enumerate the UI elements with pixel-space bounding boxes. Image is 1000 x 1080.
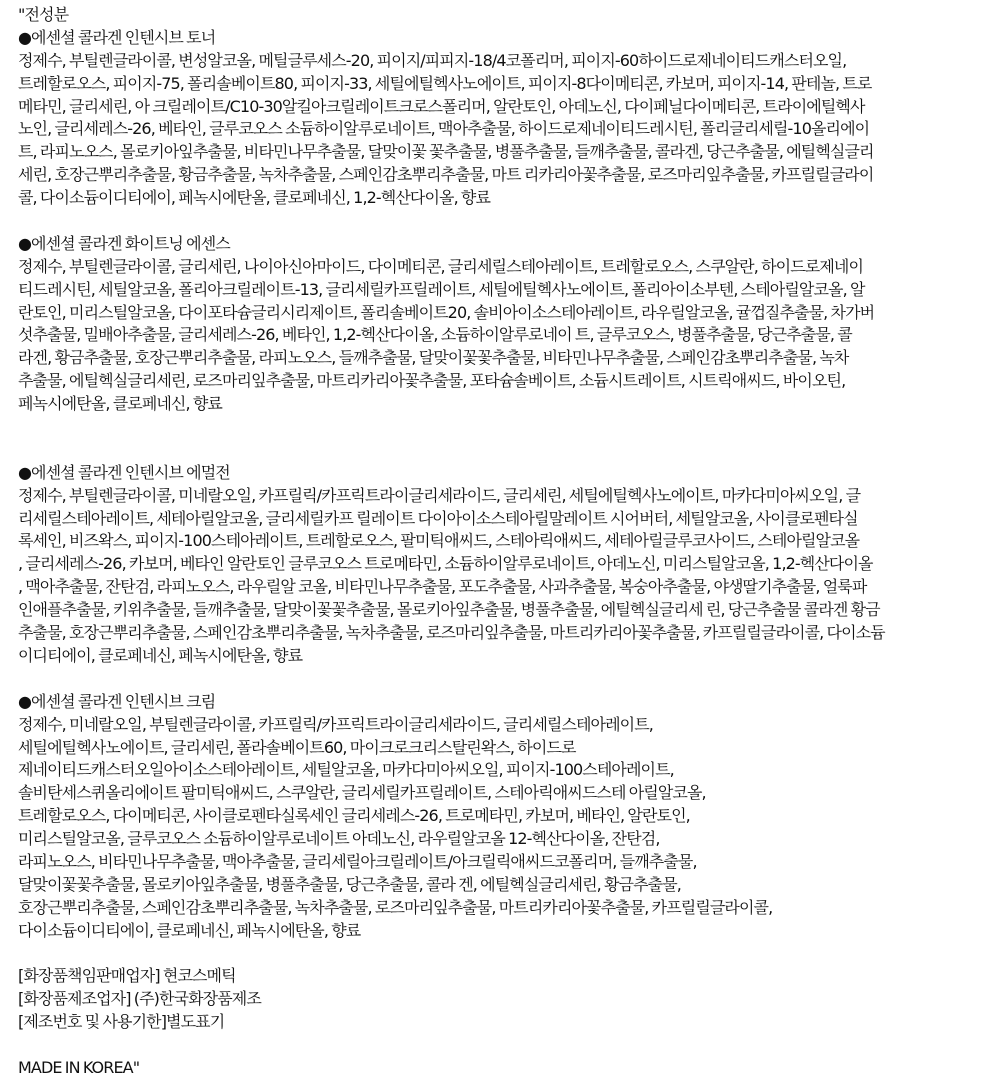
emulsion-ingredients-line: 추출물, 호장근뿌리추출물, 스페인감초뿌리추출물, 녹차추출물, 로즈마리잎추출물, 마트리카리아꽃추출물, 카프릴릴글라이콜, 다이소듐 bbox=[18, 623, 885, 643]
cream-ingredients-line: 트레할로오스, 다이메티콘, 사이클로펜타실록세인 글리세레스-26, 트로메타민, 카보머, 베타인, 알란토인, bbox=[18, 806, 690, 826]
emulsion-ingredients-line: 정제수, 부틸렌글라이콜, 미네랄오일, 카프릴릭/카프릭트라이글리세라이드, 글리세린, 세틸에틸헥사노에이트, 마카다미아씨오일, 글 bbox=[18, 485, 861, 505]
essence-title: ●에센셜 콜라겐 화이트닝 에센스 bbox=[18, 233, 230, 253]
spacer bbox=[18, 416, 984, 439]
cream-title: ●에센셜 콜라겐 인텐시브 크림 bbox=[18, 691, 216, 711]
spacer bbox=[18, 668, 984, 691]
cream-ingredients-line: 다이소듐이디티에이, 클로페네신, 페녹시에탄올, 향료 bbox=[18, 920, 361, 940]
cream-ingredients-line: 세틸에틸헥사노에이트, 글리세린, 폴라솔베이트60, 마이크로크리스탈린왁스, 하이드로 bbox=[18, 737, 576, 757]
emulsion-ingredients-line: 록세인, 비즈왁스, 피이지-100스테아레이트, 트레할로오스, 팔미틱애씨드, 스테아릭애씨드, 세테아릴글루코사이드, 스테아릴알코올 bbox=[18, 531, 860, 551]
ingredients-document bbox=[18, 4, 984, 1080]
lot-and-expiry: [제조번호 및 사용기한]별도표기 bbox=[18, 1012, 225, 1032]
essence-ingredients-line: 정제수, 부틸렌글라이콜, 글리세린, 나이아신아마이드, 다이메티콘, 글리세릴스테아레이트, 트레할로오스, 스쿠알란, 하이드로제네이 bbox=[18, 256, 864, 276]
essence-ingredients-line: 라겐, 황금추출물, 호장근뿌리추출물, 라피노오스, 들깨추출물, 달맞이꽃꽃추출물, 비타민나무추출물, 스페인감초뿌리추출물, 녹차 bbox=[18, 348, 849, 368]
cream-section bbox=[18, 691, 984, 943]
toner-ingredients-line: 세린, 호장근뿌리추출물, 황금추출물, 녹차추출물, 스페인감초뿌리추출물, 마트 리카리아꽃추출물, 로즈마리잎추출물, 카프릴릴글라이 bbox=[18, 165, 874, 185]
toner-ingredients-line: 트, 라피노오스, 몰로키아잎추출물, 비타민나무추출물, 달맞이꽃 꽃추출물, 병풀추출물, 들깨추출물, 콜라겐, 당근추출물, 에틸헥실글리 bbox=[18, 142, 874, 162]
spacer bbox=[18, 210, 984, 233]
toner-section bbox=[18, 27, 984, 210]
spacer bbox=[18, 943, 984, 966]
emulsion-ingredients-line: , 맥아추출물, 잔탄검, 라피노오스, 라우릴알 코올, 비타민나무추출물, 포도추출물, 사과추출물, 복숭아추출물, 야생딸기추출물, 얼룩파 bbox=[18, 577, 867, 597]
essence-ingredients-line: 티드레시틴, 세틸알코올, 폴리아크릴레이트-13, 글리세릴카프릴레이트, 세틸에틸헥사노에이트, 폴리아이소부텐, 스테아릴알코올, 알 bbox=[18, 279, 865, 299]
cream-ingredients-line: 제네이티드캐스터오일아이소스테아레이트, 세틸알코올, 마카다미아씨오일, 피이지-100스테아레이트, bbox=[18, 760, 674, 780]
emulsion-ingredients-line: 리세릴스테아레이트, 세테아릴알코올, 글리세릴카프 릴레이트 다이아이소스테아릴말레이트 시어버터, 세틸알코올, 사이클로펜타실 bbox=[18, 508, 858, 528]
cream-ingredients-line: 솔비탄세스퀴올리에이트 팔미틱애씨드, 스쿠알란, 글리세릴카프릴레이트, 스테아릭애씨드스테 아릴알코올, bbox=[18, 783, 706, 803]
emulsion-title: ●에센셜 콜라겐 인텐시브 에멀전 bbox=[18, 462, 230, 482]
emulsion-ingredients-line: , 글리세레스-26, 카보머, 베타인 알란토인 글루코오스 트로메타민, 소듐하이알루로네이트, 아데노신, 미리스틸알코올, 1,2-헥산다이올 bbox=[18, 554, 873, 574]
toner-ingredients-line: 노인, 글리세레스-26, 베타인, 글루코오스 소듐하이알루로네이트, 맥아추출물, 하이드로제네이티드레시틴, 폴리글리세릴-10올리에이 bbox=[18, 119, 870, 139]
emulsion-section bbox=[18, 462, 984, 668]
cream-ingredients-line: 정제수, 미네랄오일, 부틸렌글라이콜, 카프릴릭/카프릭트라이글리세라이드, 글리세릴스테아레이트, bbox=[18, 714, 653, 734]
cream-ingredients-line: 라피노오스, 비타민나무추출물, 맥아추출물, 글리세릴아크릴레이트/아크릴릭애씨드코폴리머, 들깨추출물, bbox=[18, 851, 697, 871]
toner-ingredients-line: 메타민, 글리세린, 아 크릴레이트/C10-30알킬아크릴레이트크로스폴리머, 알란토인, 아데노신, 다이페닐다이메티콘, 트라이에틸헥사 bbox=[18, 96, 865, 116]
toner-ingredients-line: 콜, 다이소듐이디티에이, 페녹시에탄올, 클로페네신, 1,2-헥산다이올, 향료 bbox=[18, 188, 491, 208]
toner-ingredients-line: 트레할로오스, 피이지-75, 폴리솔베이트80, 피이지-33, 세틸에틸헥사노에이트, 피이지-8다이메티콘, 카보머, 피이지-14, 판테놀, 트로 bbox=[18, 73, 872, 93]
spacer bbox=[18, 439, 984, 462]
responsible-seller: [화장품책임판매업자] 현코스메틱 bbox=[18, 966, 236, 986]
emulsion-ingredients-line: 인애플추출물, 키위추출물, 들깨추출물, 달맞이꽃꽃추출물, 몰로키아잎추출물, 병풀추출물, 에틸헥실글리세 린, 당근추출물 콜라겐 황금 bbox=[18, 600, 880, 620]
cream-ingredients-line: 달맞이꽃꽃추출물, 몰로키아잎추출물, 병풀추출물, 당근추출물, 콜라 겐, 에틸헥실글리세린, 황금추출물, bbox=[18, 874, 681, 894]
toner-ingredients-line: 정제수, 부틸렌글라이콜, 변성알코올, 메틸글루세스-20, 피이지/피피지-18/4코폴리머, 피이지-60하이드로제네이티드캐스터오일, bbox=[18, 50, 847, 70]
country-of-origin: MADE IN KOREA" bbox=[18, 1057, 140, 1077]
essence-ingredients-line: 란토인, 미리스틸알코올, 다이포타슘글리시리제이트, 폴리솔베이트20, 솔비아이소스테아레이트, 라우릴알코올, 귤껍질추출물, 차가버 bbox=[18, 302, 875, 322]
emulsion-ingredients-line: 이디티에이, 클로페네신, 페녹시에탄올, 향료 bbox=[18, 645, 303, 665]
manufacturer: [화장품제조업자] (주)한국화장품제조 bbox=[18, 989, 261, 1009]
essence-ingredients-line: 추출물, 에틸헥실글리세린, 로즈마리잎추출물, 마트리카리아꽃추출물, 포타슘솔베이트, 소듐시트레이트, 시트릭애씨드, 바이오틴, bbox=[18, 371, 846, 391]
document-header: "전성분 bbox=[18, 5, 69, 24]
spacer bbox=[18, 1034, 984, 1057]
toner-title: ●에센셜 콜라겐 인텐시브 토너 bbox=[18, 27, 216, 47]
essence-section bbox=[18, 233, 984, 416]
essence-ingredients-line: 섯추출물, 밀배아추출물, 글리세레스-26, 베타인, 1,2-헥산다이올, 소듐하이알루로네이 트, 글루코오스, 병풀추출물, 당근추출물, 콜 bbox=[18, 325, 852, 345]
essence-ingredients-line: 페녹시에탄올, 클로페네신, 향료 bbox=[18, 394, 222, 414]
cream-ingredients-line: 호장근뿌리추출물, 스페인감초뿌리추출물, 녹차추출물, 로즈마리잎추출물, 마트리카리아꽃추출물, 카프릴릴글라이콜, bbox=[18, 897, 773, 917]
cream-ingredients-line: 미리스틸알코올, 글루코오스 소듐하이알루로네이트 아데노신, 라우릴알코올 12-헥산다이올, 잔탄검, bbox=[18, 829, 660, 849]
